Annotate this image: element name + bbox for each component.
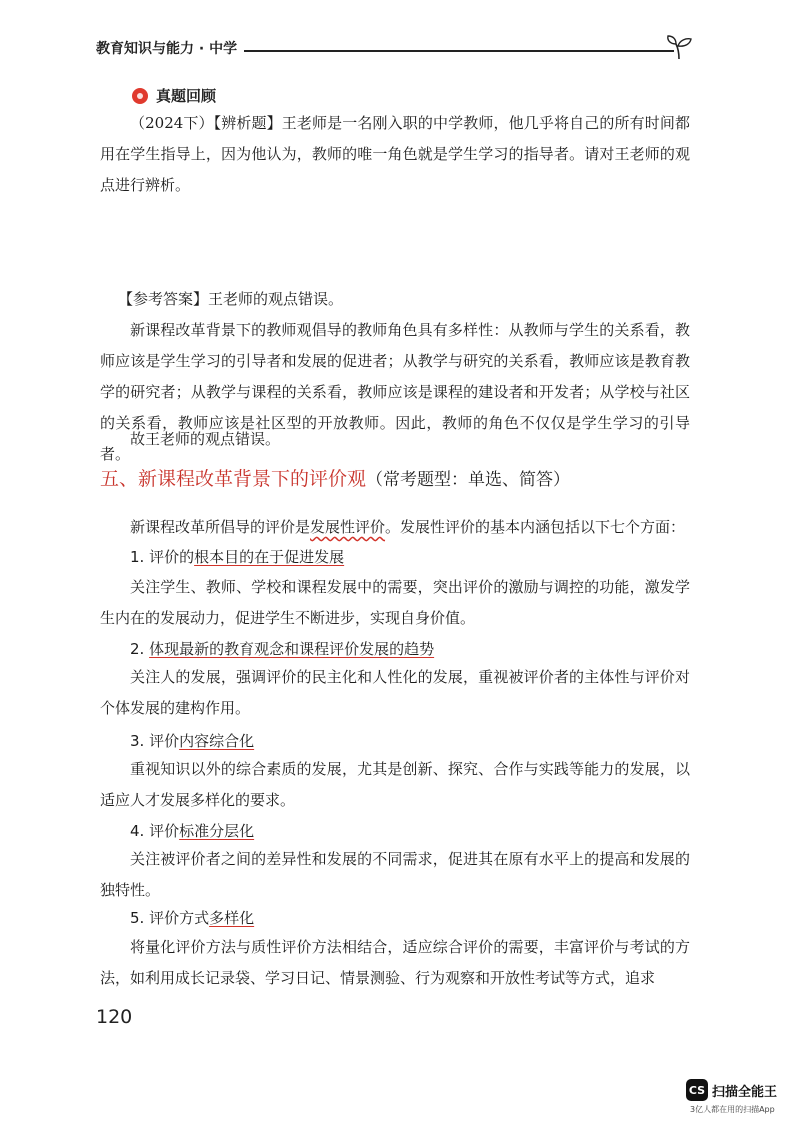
intro-key-term: 发展性评价 bbox=[310, 518, 386, 536]
item-1-pre: 评价的 bbox=[149, 548, 195, 566]
scanner-app-name: 扫描全能王 bbox=[712, 1084, 778, 1100]
review-label: 真题回顾 bbox=[156, 87, 217, 105]
item-4-key: 标准分层化 bbox=[179, 822, 255, 840]
page-number: 120 bbox=[96, 1006, 133, 1028]
item-3-pre: 评价 bbox=[149, 732, 180, 750]
running-header bbox=[96, 34, 696, 64]
item-2-heading bbox=[130, 638, 434, 659]
scanner-tagline: 3亿人都在用的扫描App bbox=[690, 1105, 775, 1114]
section-title-text: 五、新课程改革背景下的评价观 bbox=[100, 468, 367, 490]
item-2-num: 2. bbox=[130, 640, 150, 658]
header-rule bbox=[244, 50, 674, 52]
review-heading bbox=[132, 85, 216, 106]
item-5-text: 将量化评价方法与质性评价方法相结合，适应综合评价的需要，丰富评价与考试的方法，如利用成长记录袋、学习日记、情景测验、行为观察和开放性考试等方式，追求 bbox=[100, 938, 690, 987]
sprout-icon bbox=[664, 34, 694, 60]
item-3-num: 3. bbox=[130, 732, 150, 750]
item-1-heading bbox=[130, 546, 344, 567]
item-2-text: 关注人的发展，强调评价的民主化和人性化的发展，重视被评价者的主体性与评价对个体发展的建构作用。 bbox=[100, 668, 690, 717]
item-1-num: 1. bbox=[130, 548, 150, 566]
item-3-key: 内容综合化 bbox=[179, 732, 255, 750]
answer-conclusion: 故王老师的观点错误。 bbox=[130, 430, 281, 448]
item-5-pre: 评价方式 bbox=[149, 909, 210, 927]
item-3-text: 重视知识以外的综合素质的发展，尤其是创新、探究、合作与实践等能力的发展，以适应人才发展多样化的要求。 bbox=[100, 760, 690, 809]
item-1-key: 根本目的在于促进发展 bbox=[194, 548, 345, 566]
item-4-pre: 评价 bbox=[149, 822, 180, 840]
item-5-num: 5. bbox=[130, 909, 150, 927]
section-title bbox=[100, 464, 700, 491]
item-4-heading bbox=[130, 820, 254, 841]
item-4-text: 关注被评价者之间的差异性和发展的不同需求，促进其在原有水平上的提高和发展的独特性。 bbox=[100, 850, 690, 899]
item-2-key: 体现最新的教育观念和课程评价发展的趋势 bbox=[149, 640, 435, 658]
section-title-note: （常考题型：单选、简答） bbox=[366, 470, 571, 490]
header-title: 教育知识与能力 · 中学 bbox=[96, 41, 238, 57]
intro-prefix: 新课程改革所倡导的评价是 bbox=[130, 518, 311, 536]
answer-heading: 【参考答案】王老师的观点错误。 bbox=[118, 290, 344, 308]
item-3-heading bbox=[130, 730, 254, 751]
section-intro bbox=[100, 512, 690, 543]
camscanner-logo-icon: CS bbox=[686, 1079, 708, 1101]
item-1-text: 关注学生、教师、学校和课程发展中的需要，突出评价的激励与调控的功能，激发学生内在的发展动力，促进学生不断进步，实现自身价值。 bbox=[100, 578, 690, 627]
review-bullet-icon bbox=[132, 88, 148, 104]
intro-suffix: 。发展性评价的基本内涵包括以下七个方面： bbox=[385, 518, 686, 536]
item-5-heading bbox=[130, 907, 254, 928]
item-5-key: 多样化 bbox=[209, 909, 255, 927]
scanner-watermark bbox=[686, 1079, 777, 1101]
review-question: （2024下）【辨析题】王老师是一名刚入职的中学教师，他几乎将自己的所有时间都用在学生指导上，因为他认为，教师的唯一角色就是学生学习的指导者。请对王老师的观点进行辨析。 bbox=[100, 114, 690, 194]
item-4-num: 4. bbox=[130, 822, 150, 840]
answer-body: 新课程改革背景下的教师观倡导的教师角色具有多样性：从教师与学生的关系看，教师应该是学生学习的引导者和发展的促进者；从教学与研究的关系看，教师应该是教育教学的研究者；从教学与课程的关系看，教师应该是课程的建设者和开发者；从学校与社区的关系看，教师应该是社区型的开放教师。因此，教师的角色不仅仅是学生学习的引导者。 bbox=[100, 321, 690, 463]
